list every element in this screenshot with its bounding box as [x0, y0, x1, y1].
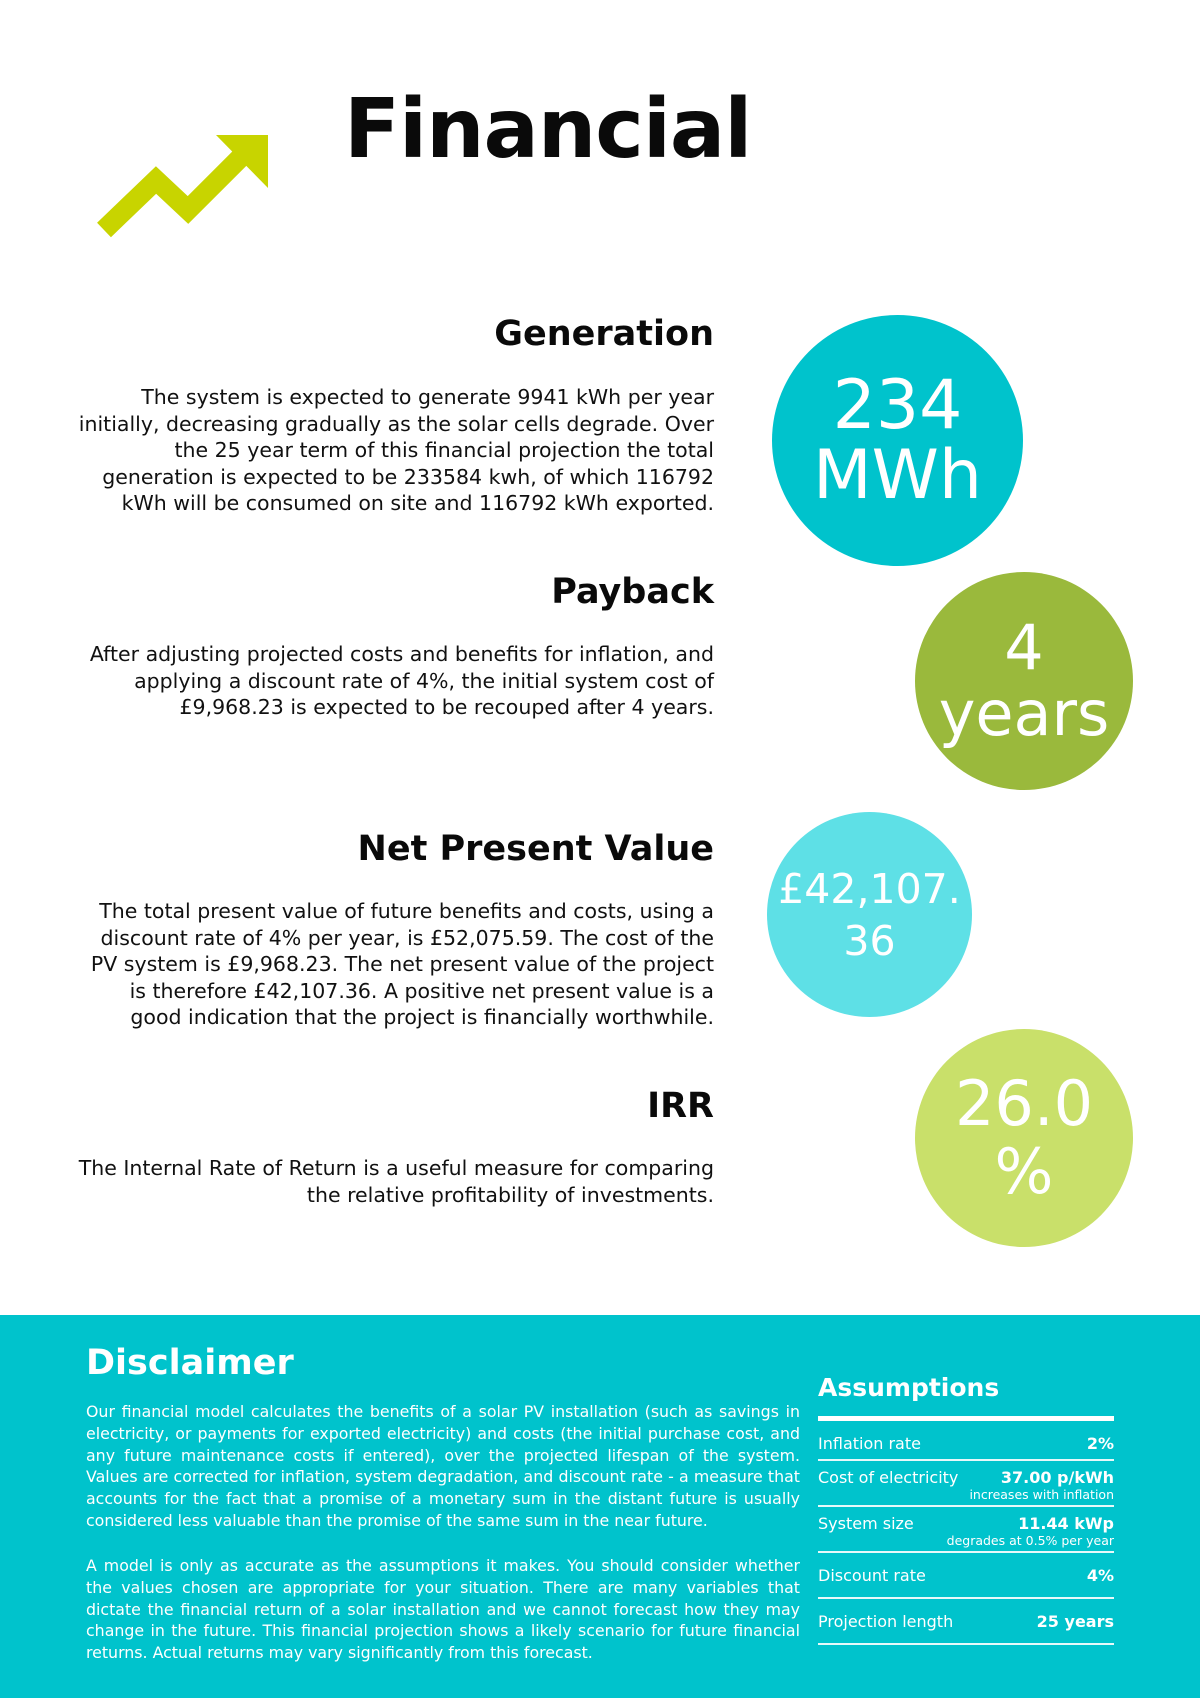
assumption-value: 25 years [1036, 1612, 1114, 1631]
assumption-row-electricity-cost [818, 1461, 1114, 1507]
assumption-row-projection-length [818, 1599, 1114, 1645]
irr-heading: IRR [647, 1086, 714, 1126]
payback-body: After adjusting projected costs and benefits for inflation, and applying a discount rate of 4%, the initial system cost of £9,968.23 is expected to be recouped after 4 years. [89, 642, 714, 719]
generation-body: The system is expected to generate 9941 kWh per year initially, decreasing gradually as the solar cells degrade. Over the 25 year term of this financial projection the total generation is expected to be 233584 kwh, of which 116792 kWh will be consumed on site and 116792 kWh exported. [78, 385, 714, 515]
disclaimer-paragraph-2: A model is only as accurate as the assumptions it makes. You should consider whether the values chosen are appropriate for your situation. There are many variables that dictate the financial return of a solar installation and we cannot forecast how they may change in the future. This financial projection shows a likely scenario for future financial returns. Actual returns may vary significantly from this forecast. [86, 1556, 800, 1663]
generation-stat-unit: MWh [812, 435, 982, 515]
npv-body: The total present value of future benefits and costs, using a discount rate of 4% per year, is £52,075.59. The cost of the PV system is £9,968.23. The net present value of the project is therefore £42,107.36. A positive net present value is a good indication that the project is financially worthwhile. [90, 899, 714, 1029]
assumption-value: 2% [1086, 1434, 1114, 1453]
assumptions-divider [818, 1416, 1114, 1421]
page-title: Financial [344, 82, 752, 177]
npv-heading: Net Present Value [357, 829, 714, 869]
disclaimer-paragraph-1: Our financial model calculates the benefits of a solar PV installation (such as savings in electricity, or payments for exported electricity) and costs (the initial purchase cost, and any future maintenance costs if entered), over the projected lifespan of the system. Values are corrected for inflation, system degradation, and discount rate - a measure that accounts for the fact that a promise of a monetary sum in the distant future is usually considered less valuable than the promise of the same sum in the near future. [86, 1402, 800, 1530]
npv-stat-circle [767, 812, 972, 1017]
npv-stat-value: £42,107. [778, 864, 961, 913]
payback-heading: Payback [551, 572, 714, 612]
generation-heading: Generation [494, 314, 714, 354]
generation-stat-value: 234 [832, 365, 963, 445]
assumption-label: Cost of electricity [818, 1468, 959, 1487]
assumption-row-system-size [818, 1507, 1114, 1553]
payback-stat-value: 4 [1004, 611, 1044, 684]
generation-stat-circle [772, 315, 1023, 566]
npv-stat-value-cont: 36 [843, 916, 896, 965]
payback-stat-circle [915, 572, 1133, 790]
assumption-label: Projection length [818, 1612, 954, 1631]
disclaimer-title: Disclaimer [86, 1343, 294, 1383]
assumption-label: Inflation rate [818, 1434, 921, 1453]
disclaimer-footer [0, 1315, 1200, 1698]
assumption-row-discount-rate [818, 1553, 1114, 1599]
assumptions-title: Assumptions [818, 1373, 1000, 1402]
irr-body: The Internal Rate of Return is a useful measure for comparing the relative profitability of investments. [78, 1156, 714, 1207]
assumption-value: 4% [1086, 1566, 1114, 1585]
assumption-value: 11.44 kWp [1018, 1514, 1114, 1533]
assumption-label: System size [818, 1514, 914, 1533]
assumption-row-inflation [818, 1425, 1114, 1461]
assumption-label: Discount rate [818, 1566, 926, 1585]
assumption-value: 37.00 p/kWh [1000, 1468, 1114, 1487]
trend-up-arrow-icon [96, 130, 276, 240]
assumption-note: increases with inflation [969, 1487, 1114, 1502]
irr-stat-value: 26.0 [954, 1067, 1094, 1140]
irr-stat-unit: % [994, 1135, 1054, 1208]
assumption-note: degrades at 0.5% per year [946, 1533, 1114, 1548]
irr-stat-circle [915, 1029, 1133, 1247]
payback-stat-unit: years [938, 677, 1110, 750]
